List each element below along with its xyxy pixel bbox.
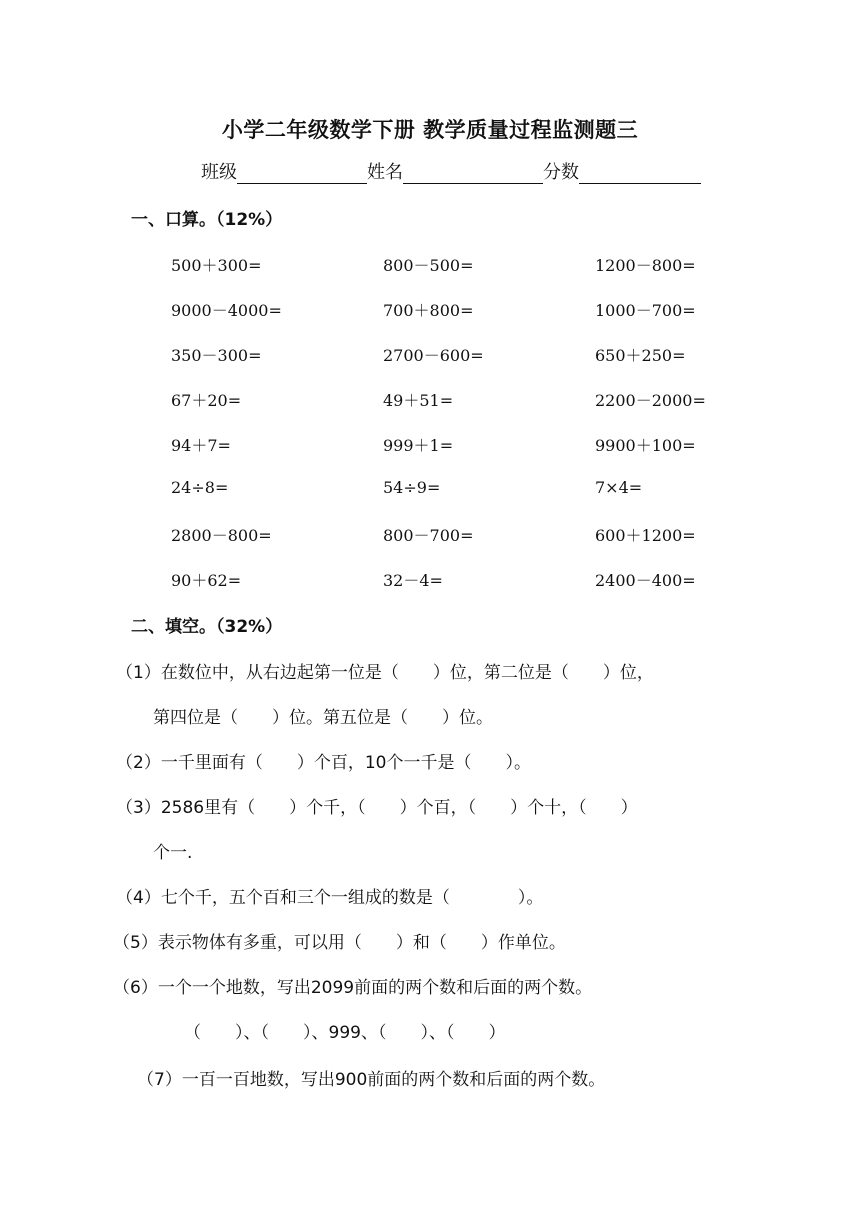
calc-item: 54÷9= — [383, 478, 441, 497]
calc-item: 2200－2000= — [595, 391, 706, 410]
calc-item: 9000－4000= — [171, 301, 282, 320]
calc-item: 32－4= — [383, 571, 443, 590]
calc-item: 67＋20= — [171, 391, 242, 410]
calc-item: 9900＋100= — [595, 436, 696, 455]
calc-item: 500＋300= — [171, 256, 262, 275]
calc-item: 650＋250= — [595, 346, 686, 365]
calc-item: 1000－700= — [595, 301, 696, 320]
question-line: （6）一个一个地数，写出2099前面的两个数和后面的两个数。 — [113, 978, 593, 998]
class-label: 班级 — [201, 162, 237, 183]
calc-item: 800－700= — [383, 526, 474, 545]
calc-item: 24÷8= — [171, 478, 229, 497]
question-line: （3）2586里有（ ）个千，（ ）个百，（ ）个十，（ ） — [116, 798, 638, 818]
calc-item: 999＋1= — [383, 436, 454, 455]
name-label: 姓名 — [367, 162, 403, 183]
calc-item: 2700－600= — [383, 346, 484, 365]
section1-heading: 一、口算。（12%） — [131, 210, 283, 230]
section2-heading: 二、填空。（32%） — [131, 617, 283, 637]
question-line: 个一. — [153, 843, 193, 863]
name-blank[interactable] — [403, 161, 543, 184]
calc-item: 800－500= — [383, 256, 474, 275]
class-blank[interactable] — [237, 161, 367, 184]
calc-item: 700＋800= — [383, 301, 474, 320]
calc-item: 2800－800= — [171, 526, 272, 545]
calc-item: 600＋1200= — [595, 526, 696, 545]
question-line: （7）一百一百地数，写出900前面的两个数和后面的两个数。 — [137, 1070, 606, 1090]
calc-item: 1200－800= — [595, 256, 696, 275]
question-line: （5）表示物体有多重，可以用（ ）和（ ）作单位。 — [113, 933, 566, 953]
question-line: 第四位是（ ）位。第五位是（ ）位。 — [153, 708, 493, 728]
calc-item: 94＋7= — [171, 436, 231, 455]
calc-item: 2400－400= — [595, 571, 696, 590]
calc-item: 90＋62= — [171, 571, 242, 590]
question-line: （2）一千里面有（ ）个百，10个一千是（ ）。 — [116, 753, 531, 773]
page-title: 小学二年级数学下册 教学质量过程监测题三 — [221, 118, 639, 142]
student-info-line — [201, 158, 701, 184]
calc-item: 350－300= — [171, 346, 262, 365]
score-label: 分数 — [543, 162, 579, 183]
calc-item: 7×4= — [595, 478, 643, 497]
question-line: （1）在数位中，从右边起第一位是（ ）位，第二位是（ ）位， — [116, 663, 654, 683]
score-blank[interactable] — [579, 161, 701, 184]
calc-item: 49＋51= — [383, 391, 454, 410]
question-line: （4）七个千，五个百和三个一组成的数是（ ）。 — [116, 888, 544, 908]
answer-blanks-line: （ ）、（ ）、999、（ ）、（ ） — [184, 1023, 506, 1043]
